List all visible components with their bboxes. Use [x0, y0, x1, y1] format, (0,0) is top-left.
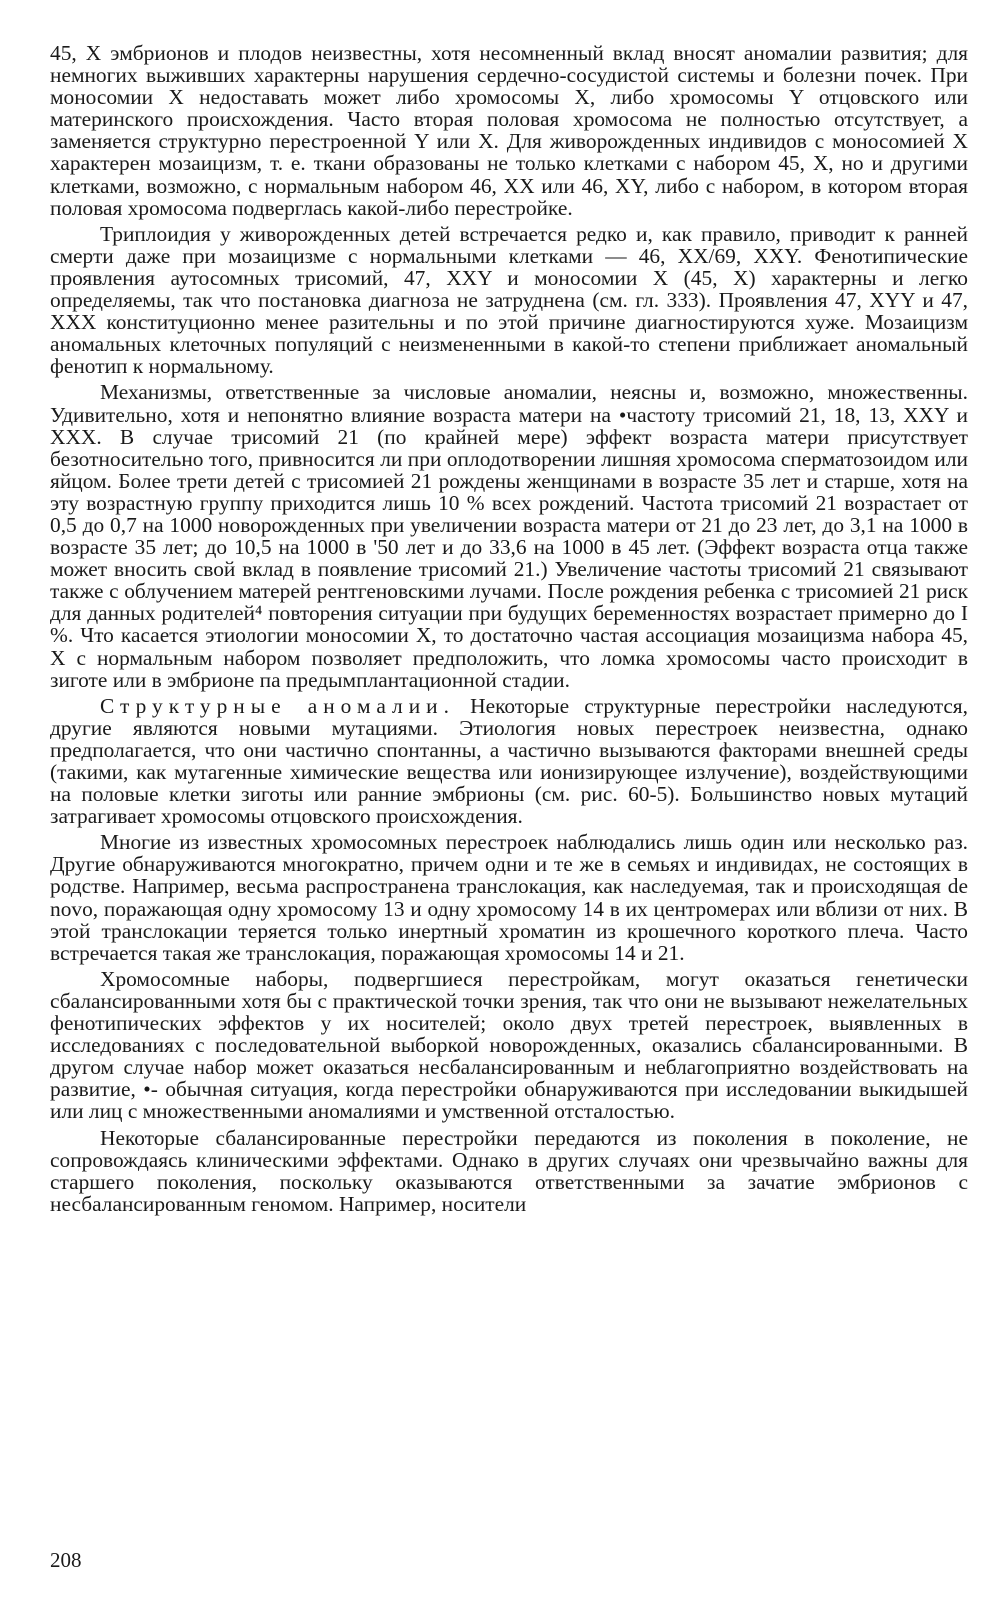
paragraph-mechanisms: Механизмы, ответственные за числовые аномалии, неясны и, возможно, множественны. Удивительно, хотя и непонятно влияние возраста матери на •частоту трисомий 21, 18, 13, XXY и XXX. В случае трисомий 21 (по крайней мере) эффект возраста матери присутствует безотносительно того, привносится ли при оплодотворении лишняя хромосома сперматозоидом или яйцом. Более трети детей с трисомией 21 рождены женщинами в возрасте 35 лет и старше, хотя на эту возрастную группу приходится лишь 10 % всех рождений. Частота трисомий 21 возрастает от 0,5 до 0,7 на 1000 новорожденных при увеличении возраста матери от 21 до 23 лет, до 3,1 на 1000 в возрасте 35 лет; до 10,5 на 1000 в '50 лет и до 33,6 на 1000 в 45 лет. (Эффект возраста отца также может вносить свой вклад в появление трисомий 21.) Увеличение частоты трисомий 21 связывают также с облучением матерей рентгеновскими лучами. После рождения ребенка с трисомией 21 риск для данных родителей⁴ повторения ситуации при будущих беременностях возрастает примерно до I %. Что касается этиологии моносомии X, то достаточно частая ассоциация мозаицизма набора 45, X с нормальным набором позволяет предположить, что ломка хромосомы часто происходит в зиготе или в эмбрионе па предымплантационной стадии. — [50, 380, 968, 692]
paragraph-structural-anomalies — [50, 695, 968, 828]
paragraph-triploidy: Триплоидия у живорожденных детей встречается редко и, как правило, приводит к ранней смерти даже при мозаицизме с нормальными клетками — 46, XX/69, XXY. Фенотипические проявления аутосомных трисомий, 47, XXY и моносомии X (45, X) характерны и легко определяемы, так что постановка диагноза не затруднена (см. гл. 333). Проявления 47, XYY и 47, XXX конституционно менее разительны и по этой причине диагностируются хуже. Мозаицизм аномальных клеточных популяций с неизмененными в какой-то степени приближает аномальный фенотип к нормальному. — [50, 221, 968, 379]
paragraph-monosomy-x: 45, X эмбрионов и плодов неизвестны, хотя несомненный вклад вносят аномалии развития; для немногих выживших характерны нарушения сердечно-сосудистой системы и болезни почек. При моносомии X недоставать может либо хромосомы X, либо хромосомы Y отцовского или материнского происхождения. Часто вторая половая хромосома не полностью отсутствует, а заменяется структурно перестроенной Y или X. Для живорожденных индивидов с моносомией X характерен мозаицизм, т. е. ткани образованы не только клетками с набором 45, X, но и другими клетками, возможно, с нормальным набором 46, XX или 46, XY, либо с набором, в котором вторая половая хромосома подверглась какой-либо перестройке. — [50, 41, 968, 220]
structural-text: Некоторые структурные перестройки наследуются, другие являются новыми мутациями. Этиология новых перестроек неизвестна, однако предполагается, что они частично спонтанны, а частично вызываются факторами внешней среды (такими, как мутагенные химические вещества или ионизирующее излучение), воздействующими на половые клетки зиготы или ранние эмбрионы (см. рис. 60-5). Большинство новых мутаций затрагивает хромосомы отцовского происхождения. — [50, 693, 968, 829]
section-heading-structural: Структурные аномалии. — [100, 693, 455, 718]
paragraph-balanced-sets: Хромосомные наборы, подвергшиеся перестройкам, могут оказаться генетически сбалансированными хотя бы с практической точки зрения, так что они не вызывают нежелательных фенотипических эффектов у их носителей; около двух третей перестроек, выявленных в исследованиях с последовательной выборкой новорожденных, оказались сбалансированными. В другом случае набор может оказаться несбалансированным и неблагоприятно воздействовать на развитие, •- обычная ситуация, когда перестройки обнаруживаются при исследовании выкидышей или лиц с множественными аномалиями и умственной отсталостью. — [50, 966, 968, 1124]
paragraph-inherited-rearrangements: Некоторые сбалансированные перестройки передаются из поколения в поколение, не сопровождаясь клиническими эффектами. Однако в других случаях они чрезвычайно важны для старшего поколения, поскольку оказываются ответственными за зачатие эмбрионов с несбалансированным геномом. Например, носители — [50, 1125, 968, 1216]
page-number: 208 — [50, 1548, 82, 1572]
paragraph-known-rearrangements: Многие из известных хромосомных перестроек наблюдались лишь один или несколько раз. Другие обнаруживаются многократно, причем одни и те же в семьях и индивидах, не состоящих в родстве. Например, весьма распространена транслокация, как наследуемая, так и происходящая de novo, поражающая одну хромосому 13 и одну хромосому 14 в их центромерах или вблизи от них. В этой транслокации теряется только инертный хроматин из крошечного короткого плеча. Часто встречается такая же транслокация, поражающая хромосомы 14 и 21. — [50, 830, 968, 965]
page-body — [50, 42, 968, 1219]
